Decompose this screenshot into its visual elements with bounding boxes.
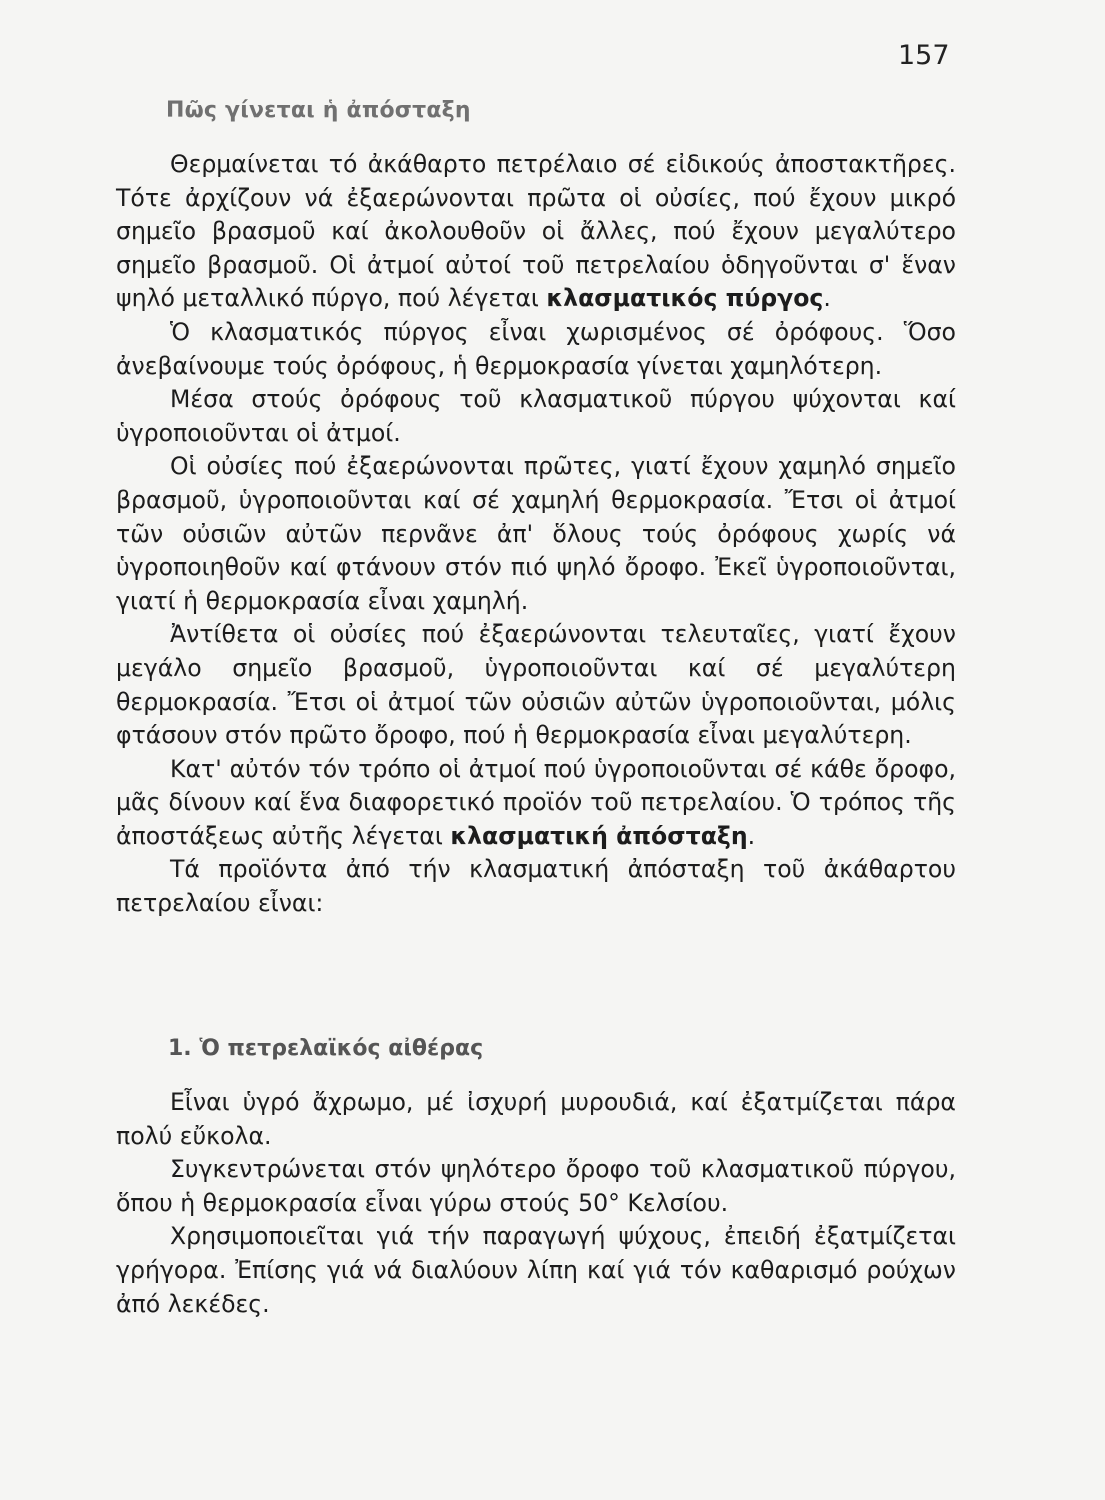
paragraph-text: Κατ' αὐτόν τόν τρόπο οἱ ἀτμοί πού ὑγροποιοῦνται σέ κάθε ὄροφο, μᾶς δίνουν καί ἕνα διαφορετικό προϊόν τοῦ πετρελαίου. Ὁ τρόπος τῆς ἀποστάξεως αὐτῆς λέγεται: [116, 754, 956, 850]
paragraph: [116, 383, 956, 450]
bold-term: κλασματικός πύργος: [546, 284, 824, 313]
paragraph: [116, 753, 956, 854]
paragraph: [116, 853, 956, 920]
paragraph-text: .: [747, 821, 756, 850]
paragraph-text: Μέσα στούς ὀρόφους τοῦ κλασματικοῦ πύργου ψύχονται καί ὑγροποιοῦνται οἱ ἀτμοί.: [116, 385, 956, 447]
bold-term: κλασματική ἀπόσταξη: [450, 821, 748, 850]
paragraph: [116, 316, 956, 383]
paragraph-text: Τά προϊόντα ἀπό τήν κλασματική ἀπόσταξη τοῦ ἀκάθαρτου πετρελαίου εἶναι:: [116, 855, 956, 918]
paragraph: [116, 148, 956, 316]
section-heading: Πῶς γίνεται ἡ ἀπόσταξη: [166, 98, 471, 123]
main-body: [116, 148, 956, 921]
paragraph: Χρησιμοποιεῖται γιά τήν παραγωγή ψύχους, ἐπειδή ἐξατμίζεται γρήγορα. Ἐπίσης γιά νά διαλύουν λίπη καί γιά τόν καθαρισμό ρούχων ἀπό λεκέδες.: [116, 1222, 956, 1318]
paragraph-text: Ὁ κλασματικός πύργος εἶναι χωρισμένος σέ ὀρόφους. Ὅσο ἀνεβαίνουμε τούς ὀρόφους, ἡ θερμοκρασία γίνεται χαμηλότερη.: [116, 317, 956, 380]
subsection-heading: 1. Ὁ πετρελαϊκός αἰθέρας: [168, 1036, 484, 1061]
subsection-body: [116, 1086, 956, 1321]
paragraph: Συγκεντρώνεται στόν ψηλότερο ὄροφο τοῦ κλασματικοῦ πύργου, ὅπου ἡ θερμοκρασία εἶναι γύρω στούς 50° Κελσίου.: [116, 1155, 956, 1217]
paragraph: Εἶναι ὑγρό ἄχρωμο, μέ ἰσχυρή μυρουδιά, καί ἐξατμίζεται πάρα πολύ εὔκολα.: [116, 1088, 956, 1150]
paragraph: [116, 450, 956, 618]
paragraph: [116, 618, 956, 752]
paragraph-text: .: [823, 284, 831, 313]
page-number: 157: [898, 40, 950, 71]
paragraph-text: Ἀντίθετα οἱ οὐσίες πού ἐξαερώνονται τελευταῖες, γιατί ἔχουν μεγάλο σημεῖο βρασμοῦ, ὑγροποιοῦνται καί σέ μεγαλύτερη θερμοκρασία. Ἔτσι οἱ ἀτμοί τῶν οὐσιῶν αὐτῶν ὑγροποιοῦνται, μόλις φτάσουν στόν πρῶτο ὄροφο, πού ἡ θερμοκρασία εἶναι μεγαλύτερη.: [116, 620, 956, 750]
paragraph-text: Θερμαίνεται τό ἀκάθαρτο πετρέλαιο σέ εἰδικούς ἀποστακτῆρες. Τότε ἀρχίζουν νά ἐξαερώνονται πρῶτα οἱ οὐσίες, πού ἔχουν μικρό σημεῖο βρασμοῦ καί ἀκολουθοῦν οἱ ἄλλες, πού ἔχουν μεγαλύτερο σημεῖο βρασμοῦ. Οἱ ἀτμοί αὐτοί τοῦ πετρελαίου ὁδηγοῦνται σ' ἕναν ψηλό μεταλλικό πύργο, πού λέγεται: [116, 150, 956, 313]
paragraph-text: Οἱ οὐσίες πού ἐξαερώνονται πρῶτες, γιατί ἔχουν χαμηλό σημεῖο βρασμοῦ, ὑγροποιοῦνται καί σέ χαμηλή θερμοκρασία. Ἔτσι οἱ ἀτμοί τῶν οὐσιῶν αὐτῶν περνᾶνε ἀπ' ὅλους τούς ὀρόφους χωρίς νά ὑγροποιηθοῦν καί φτάνουν στόν πιό ψηλό ὄροφο. Ἐκεῖ ὑγροποιοῦνται, γιατί ἡ θερμοκρασία εἶναι χαμηλή.: [116, 452, 956, 615]
